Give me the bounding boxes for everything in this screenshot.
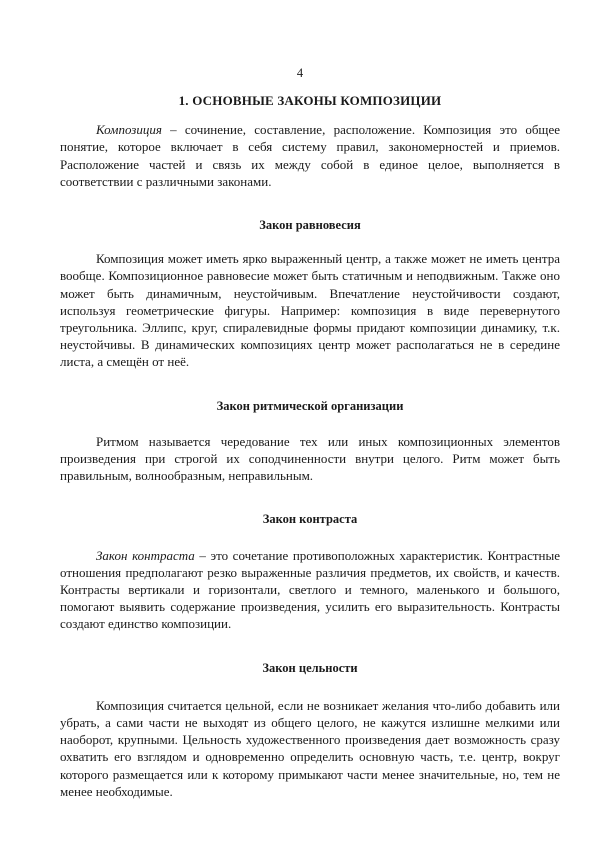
- section-text-rhythm: Ритмом называется чередование тех или иных композиционных элементов произведения при строгой их соподчиненности внутри целого. Ритм может быть правильным, волнообразным, неправильным.: [60, 433, 560, 484]
- section-title-balance: Закон равновесия: [259, 218, 361, 233]
- intro-paragraph: [60, 121, 560, 190]
- document-body: [60, 92, 560, 800]
- contrast-text: – это сочетание противоположных характеристик. Контрастные отношения предполагают резко выраженные различия предметов, их свойств, и качеств. Контрасты вертикали и горизонтали, светлого и темного, маленького и большого, помогают выявить содержание произведения, усилить его выразительность. Контрасты создают единство композиции.: [60, 547, 560, 632]
- intro-term: Композиция: [96, 122, 162, 138]
- chapter-title: 1. ОСНОВНЫЕ ЗАКОНЫ КОМПОЗИЦИИ: [178, 93, 442, 108]
- page-number: 4: [296, 66, 304, 80]
- section-text-integrity: Композиция считается цельной, если не возникает желания что-либо добавить или убрать, а сами части не выходят из общего целого, не кажутся излишне мелкими или наоборот, крупными. Цельность художественного произведения дает возможность сразу охватить его взглядом и одновременно определить основную часть, т.е. центр, вокруг которого размещается или к которому примыкают части менее значительные, но, тем не менее необходимые.: [60, 697, 560, 799]
- section-title-contrast: Закон контраста: [262, 512, 358, 527]
- intro-text: – сочинение, составление, расположение. Композиция это общее понятие, которое включает в себя систему правил, закономерностей и приемов. Расположение частей и связь их между собой в единое целое, выполняется в соответствии с различными законами.: [60, 122, 560, 189]
- section-title-integrity: Закон цельности: [262, 660, 358, 675]
- section-text-balance: Композиция может иметь ярко выраженный центр, а также может не иметь центра вообще. Композиционное равновесие может быть статичным и неподвижным. Также оно может быть динамичным, неустойчивым. Впечатление неустойчивости создают, используя геометрические фигуры. Например: композиция в виде перевернутого треугольника. Эллипс, круг, спиралевидные формы придают композиции динамику, т.к. неустойчивы. В динамических композициях центр может располагаться не в середине листа, а смещён от неё.: [60, 251, 560, 370]
- contrast-term: Закон контраста: [96, 547, 195, 563]
- section-text-contrast: [60, 547, 560, 633]
- section-title-rhythm: Закон ритмической организации: [216, 398, 404, 413]
